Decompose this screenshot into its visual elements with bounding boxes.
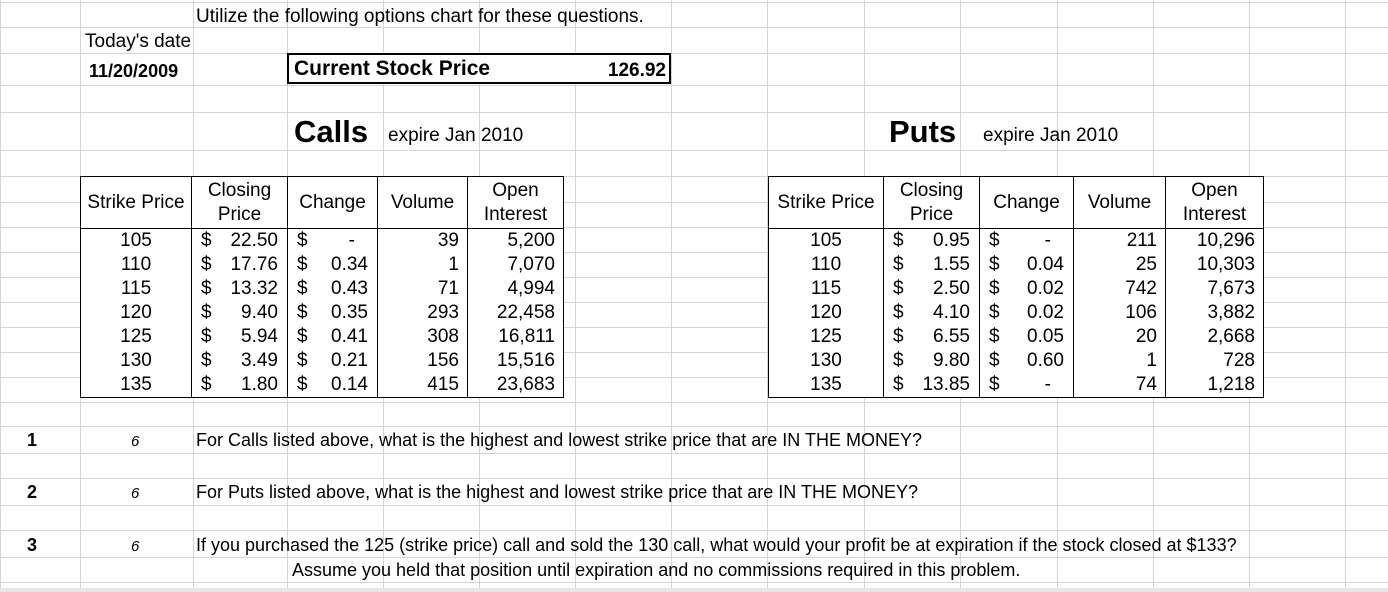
change-cell <box>288 325 378 349</box>
change-value: 0.34 <box>331 254 368 275</box>
closing-price-cell <box>192 301 288 325</box>
puts-table <box>768 176 1264 398</box>
open-interest-cell: 7,070 <box>468 253 564 277</box>
closing-price-cell <box>192 325 288 349</box>
change-cell <box>288 373 378 398</box>
change-cell <box>980 301 1074 325</box>
currency-symbol: $ <box>201 326 212 347</box>
volume-cell: 25 <box>1074 253 1166 277</box>
question-1-points: 6 <box>131 433 140 450</box>
closing-price-cell <box>884 325 980 349</box>
calls-row <box>81 349 564 373</box>
closing-price-cell <box>884 277 980 301</box>
puts-header-strike: Strike Price <box>769 177 884 229</box>
puts-header-open-interest: Open Interest <box>1166 177 1264 229</box>
strike-price-cell: 135 <box>81 373 192 398</box>
open-interest-cell: 2,668 <box>1166 325 1264 349</box>
change-cell <box>288 229 378 254</box>
currency-symbol: $ <box>893 350 904 371</box>
change-value: - <box>348 230 355 251</box>
change-cell <box>288 277 378 301</box>
closing-price-cell <box>192 229 288 254</box>
closing-price-cell <box>884 229 980 254</box>
volume-cell: 71 <box>378 277 468 301</box>
currency-symbol: $ <box>297 350 308 371</box>
closing-price-value: 9.80 <box>933 350 970 371</box>
closing-price-cell <box>192 277 288 301</box>
open-interest-cell: 23,683 <box>468 373 564 398</box>
volume-cell: 415 <box>378 373 468 398</box>
open-interest-cell: 16,811 <box>468 325 564 349</box>
change-cell <box>980 325 1074 349</box>
closing-price-cell <box>884 373 980 398</box>
volume-cell: 308 <box>378 325 468 349</box>
strike-price-cell: 135 <box>769 373 884 398</box>
closing-price-cell <box>192 373 288 398</box>
currency-symbol: $ <box>201 374 212 395</box>
strike-price-cell: 120 <box>81 301 192 325</box>
change-cell <box>980 229 1074 254</box>
currency-symbol: $ <box>297 230 308 251</box>
currency-symbol: $ <box>893 302 904 323</box>
currency-symbol: $ <box>201 350 212 371</box>
volume-cell: 211 <box>1074 229 1166 254</box>
question-2-number: 2 <box>27 482 38 502</box>
strike-price-cell: 120 <box>769 301 884 325</box>
currency-symbol: $ <box>297 254 308 275</box>
calls-expire: expire Jan 2010 <box>388 125 524 146</box>
puts-row <box>769 301 1264 325</box>
strike-price-cell: 110 <box>769 253 884 277</box>
calls-table <box>80 176 564 398</box>
closing-price-cell <box>192 253 288 277</box>
closing-price-value: 4.10 <box>933 302 970 323</box>
change-value: 0.35 <box>331 302 368 323</box>
currency-symbol: $ <box>201 254 212 275</box>
volume-cell: 20 <box>1074 325 1166 349</box>
change-value: 0.02 <box>1027 278 1064 299</box>
calls-header-change: Change <box>288 177 378 229</box>
change-cell <box>288 253 378 277</box>
puts-header-closing-price: Closing Price <box>884 177 980 229</box>
closing-price-value: 0.95 <box>933 230 970 251</box>
closing-price-value: 9.40 <box>241 302 278 323</box>
change-value: 0.41 <box>331 326 368 347</box>
closing-price-cell <box>192 349 288 373</box>
instruction-text: Utilize the following options chart for these questions. <box>196 6 644 27</box>
change-value: - <box>1044 374 1051 395</box>
volume-cell: 293 <box>378 301 468 325</box>
closing-price-value: 1.55 <box>933 254 970 275</box>
currency-symbol: $ <box>893 230 904 251</box>
change-value: 0.60 <box>1027 350 1064 371</box>
change-cell <box>288 301 378 325</box>
currency-symbol: $ <box>201 302 212 323</box>
open-interest-cell: 22,458 <box>468 301 564 325</box>
change-value: 0.43 <box>331 278 368 299</box>
strike-price-cell: 130 <box>769 349 884 373</box>
question-3-number: 3 <box>27 535 38 555</box>
volume-cell: 156 <box>378 349 468 373</box>
currency-symbol: $ <box>989 302 1000 323</box>
change-value: 0.04 <box>1027 254 1064 275</box>
calls-row <box>81 301 564 325</box>
puts-row <box>769 229 1264 254</box>
closing-price-value: 5.94 <box>241 326 278 347</box>
strike-price-cell: 125 <box>81 325 192 349</box>
puts-header-change: Change <box>980 177 1074 229</box>
open-interest-cell: 4,994 <box>468 277 564 301</box>
question-2-text: For Puts listed above, what is the highest and lowest strike price that are IN THE MONEY? <box>196 482 918 502</box>
currency-symbol: $ <box>297 374 308 395</box>
change-cell <box>980 277 1074 301</box>
calls-row <box>81 229 564 254</box>
question-3-text-continued: Assume you held that position until expiration and no commissions required in this problem. <box>292 560 1021 580</box>
puts-expire: expire Jan 2010 <box>983 125 1119 146</box>
currency-symbol: $ <box>989 374 1000 395</box>
puts-row <box>769 253 1264 277</box>
currency-symbol: $ <box>893 278 904 299</box>
currency-symbol: $ <box>989 254 1000 275</box>
currency-symbol: $ <box>893 254 904 275</box>
puts-row <box>769 373 1264 398</box>
strike-price-cell: 105 <box>769 229 884 254</box>
current-stock-price-label: Current Stock Price <box>294 57 491 80</box>
calls-header-strike: Strike Price <box>81 177 192 229</box>
puts-row <box>769 277 1264 301</box>
current-stock-price-value: 126.92 <box>607 60 666 81</box>
currency-symbol: $ <box>989 230 1000 251</box>
change-cell <box>288 349 378 373</box>
currency-symbol: $ <box>297 326 308 347</box>
change-value: 0.05 <box>1027 326 1064 347</box>
change-value: 0.02 <box>1027 302 1064 323</box>
volume-cell: 742 <box>1074 277 1166 301</box>
puts-row <box>769 325 1264 349</box>
closing-price-value: 3.49 <box>241 350 278 371</box>
strike-price-cell: 115 <box>769 277 884 301</box>
closing-price-cell <box>884 301 980 325</box>
change-cell <box>980 373 1074 398</box>
calls-header-open-interest: Open Interest <box>468 177 564 229</box>
volume-cell: 1 <box>378 253 468 277</box>
change-value: 0.14 <box>331 374 368 395</box>
change-value: - <box>1044 230 1051 251</box>
horizontal-scrollbar[interactable] <box>0 588 1388 592</box>
open-interest-cell: 15,516 <box>468 349 564 373</box>
currency-symbol: $ <box>297 302 308 323</box>
question-2-points: 6 <box>131 485 140 502</box>
strike-price-cell: 115 <box>81 277 192 301</box>
closing-price-value: 13.32 <box>230 278 278 299</box>
date-label: Today's date <box>85 31 192 52</box>
open-interest-cell: 728 <box>1166 349 1264 373</box>
calls-row <box>81 277 564 301</box>
volume-cell: 39 <box>378 229 468 254</box>
currency-symbol: $ <box>989 326 1000 347</box>
closing-price-cell <box>884 349 980 373</box>
date-value: 11/20/2009 <box>89 61 179 81</box>
open-interest-cell: 3,882 <box>1166 301 1264 325</box>
closing-price-value: 13.85 <box>922 374 970 395</box>
calls-row <box>81 253 564 277</box>
question-1-number: 1 <box>27 430 38 450</box>
currency-symbol: $ <box>989 278 1000 299</box>
open-interest-cell: 10,303 <box>1166 253 1264 277</box>
strike-price-cell: 130 <box>81 349 192 373</box>
volume-cell: 74 <box>1074 373 1166 398</box>
question-3-points: 6 <box>131 538 140 555</box>
currency-symbol: $ <box>201 278 212 299</box>
calls-row <box>81 373 564 398</box>
calls-row <box>81 325 564 349</box>
closing-price-cell <box>884 253 980 277</box>
current-stock-price-box <box>287 53 671 84</box>
currency-symbol: $ <box>201 230 212 251</box>
closing-price-value: 6.55 <box>933 326 970 347</box>
puts-row <box>769 349 1264 373</box>
closing-price-value: 2.50 <box>933 278 970 299</box>
calls-title: Calls <box>294 114 369 149</box>
strike-price-cell: 105 <box>81 229 192 254</box>
volume-cell: 1 <box>1074 349 1166 373</box>
currency-symbol: $ <box>893 374 904 395</box>
closing-price-value: 22.50 <box>230 230 278 251</box>
currency-symbol: $ <box>297 278 308 299</box>
puts-title: Puts <box>889 114 957 149</box>
open-interest-cell: 10,296 <box>1166 229 1264 254</box>
currency-symbol: $ <box>893 326 904 347</box>
calls-header-volume: Volume <box>378 177 468 229</box>
open-interest-cell: 1,218 <box>1166 373 1264 398</box>
calls-header-row <box>81 177 564 229</box>
change-cell <box>980 349 1074 373</box>
change-cell <box>980 253 1074 277</box>
strike-price-cell: 110 <box>81 253 192 277</box>
question-1-text: For Calls listed above, what is the highest and lowest strike price that are IN THE MONEY? <box>196 430 922 450</box>
volume-cell: 106 <box>1074 301 1166 325</box>
puts-header-row <box>769 177 1264 229</box>
currency-symbol: $ <box>989 350 1000 371</box>
open-interest-cell: 7,673 <box>1166 277 1264 301</box>
closing-price-value: 17.76 <box>230 254 278 275</box>
closing-price-value: 1.80 <box>241 374 278 395</box>
open-interest-cell: 5,200 <box>468 229 564 254</box>
question-3-text: If you purchased the 125 (strike price) call and sold the 130 call, what would your profit be at expiration if the stock closed at $133? <box>196 535 1237 555</box>
change-value: 0.21 <box>331 350 368 371</box>
puts-header-volume: Volume <box>1074 177 1166 229</box>
calls-header-closing-price: Closing Price <box>192 177 288 229</box>
strike-price-cell: 125 <box>769 325 884 349</box>
